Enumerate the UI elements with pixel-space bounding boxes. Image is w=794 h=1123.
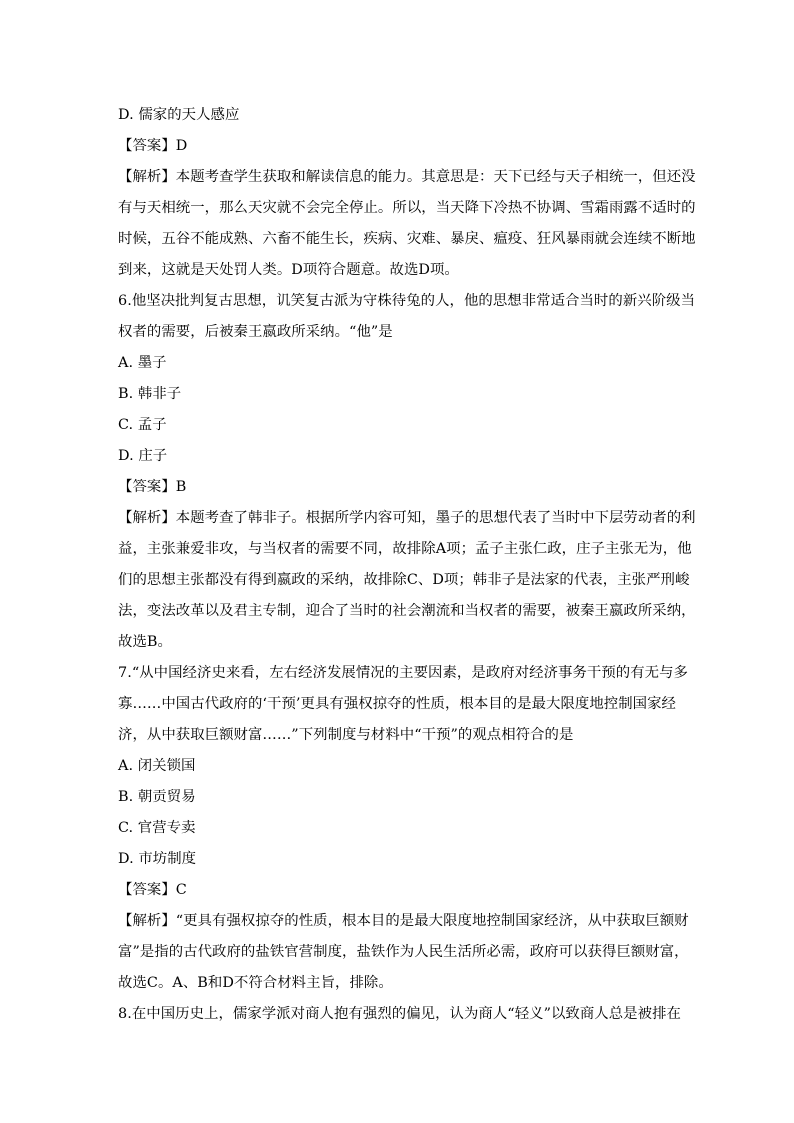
q7-option-a: A. 闭关锁国 — [118, 758, 196, 774]
q5-answer: 【答案】D — [118, 138, 188, 154]
q6-analysis-line: 益，主张兼爱非攻，与当权者的需要不同，故排除A项；孟子主张仁政，庄子主张无为，他 — [118, 541, 692, 557]
q6-analysis — [118, 503, 696, 658]
q7-stem-line: 济，从中获取巨额财富……”下列制度与材料中“干预”的观点相符合的是 — [118, 727, 574, 743]
q6-answer: 【答案】B — [118, 479, 187, 495]
q7-analysis-line: 富”是指的古代政府的盐铁官营制度，盐铁作为人民生活所必需，政府可以获得巨额财富， — [118, 944, 689, 960]
q6-option-a: A. 墨子 — [118, 355, 167, 371]
q6-option-d: D. 庄子 — [118, 448, 168, 464]
q7-analysis-line: 故选C。A、B和D不符合材料主旨，排除。 — [118, 975, 393, 991]
q6-analysis-line: 故选B。 — [118, 634, 172, 650]
q7-option-b: B. 朝贡贸易 — [118, 789, 196, 805]
document-body — [118, 100, 696, 1030]
q5-analysis-line: 到来，这就是天处罚人类。D项符合题意。故选D项。 — [118, 262, 459, 278]
q7-option-d: D. 市坊制度 — [118, 851, 197, 867]
q7-analysis-line: 【解析】“更具有强权掠夺的性质，根本目的是最大限度地控制国家经济，从中获取巨额财 — [118, 913, 689, 929]
q5-option-d: D. 儒家的天人感应 — [118, 107, 240, 123]
q5-analysis-line: 时候，五谷不能成熟、六畜不能生长，疾病、灾难、暴戾、瘟疫、狂风暴雨就会连续不断地 — [118, 231, 696, 247]
q5-analysis-line: 有与天相统一，那么天灾就不会完全停止。所以，当天降下冷热不协调、雪霜雨露不适时的 — [118, 200, 696, 216]
q6-analysis-line: 【解析】本题考查了韩非子。根据所学内容可知，墨子的思想代表了当时中下层劳动者的利 — [118, 510, 696, 526]
q7-analysis — [118, 906, 689, 999]
q7-option-c: C. 官营专卖 — [118, 820, 196, 836]
q6-option-b: B. 韩非子 — [118, 386, 182, 402]
q6-option-c: C. 孟子 — [118, 417, 167, 433]
q5-analysis-line: 【解析】本题考查学生获取和解读信息的能力。其意思是：天下已经与天子相统一，但还没 — [118, 169, 696, 185]
q7-answer: 【答案】C — [118, 882, 187, 898]
q7-stem-line: 寡……中国古代政府的‘干预’更具有强权掠夺的性质，根本目的是最大限度地控制国家经 — [118, 696, 676, 712]
q6-analysis-line: 们的思想主张都没有得到嬴政的采纳，故排除C、D项；韩非子是法家的代表，主张严刑峻 — [118, 572, 690, 588]
q7-stem-line: 7.“从中国经济史来看，左右经济发展情况的主要因素，是政府对经济事务干预的有无与多 — [118, 665, 688, 681]
q6-stem — [118, 286, 696, 348]
q6-stem-line: 权者的需要，后被秦王嬴政所采纳。“他”是 — [118, 324, 393, 340]
q8-stem — [118, 999, 681, 1030]
q7-stem — [118, 658, 688, 751]
q8-stem-line: 8.在中国历史上，儒家学派对商人抱有强烈的偏见，认为商人“轻义”以致商人总是被排在 — [118, 1006, 681, 1022]
q6-stem-line: 6.他坚决批判复古思想，讥笑复古派为守株待兔的人，他的思想非常适合当时的新兴阶级当 — [118, 293, 696, 309]
q5-analysis — [118, 162, 696, 286]
q6-analysis-line: 法，变法改革以及君主专制，迎合了当时的社会潮流和当权者的需要，被秦王嬴政所采纳， — [118, 603, 696, 619]
